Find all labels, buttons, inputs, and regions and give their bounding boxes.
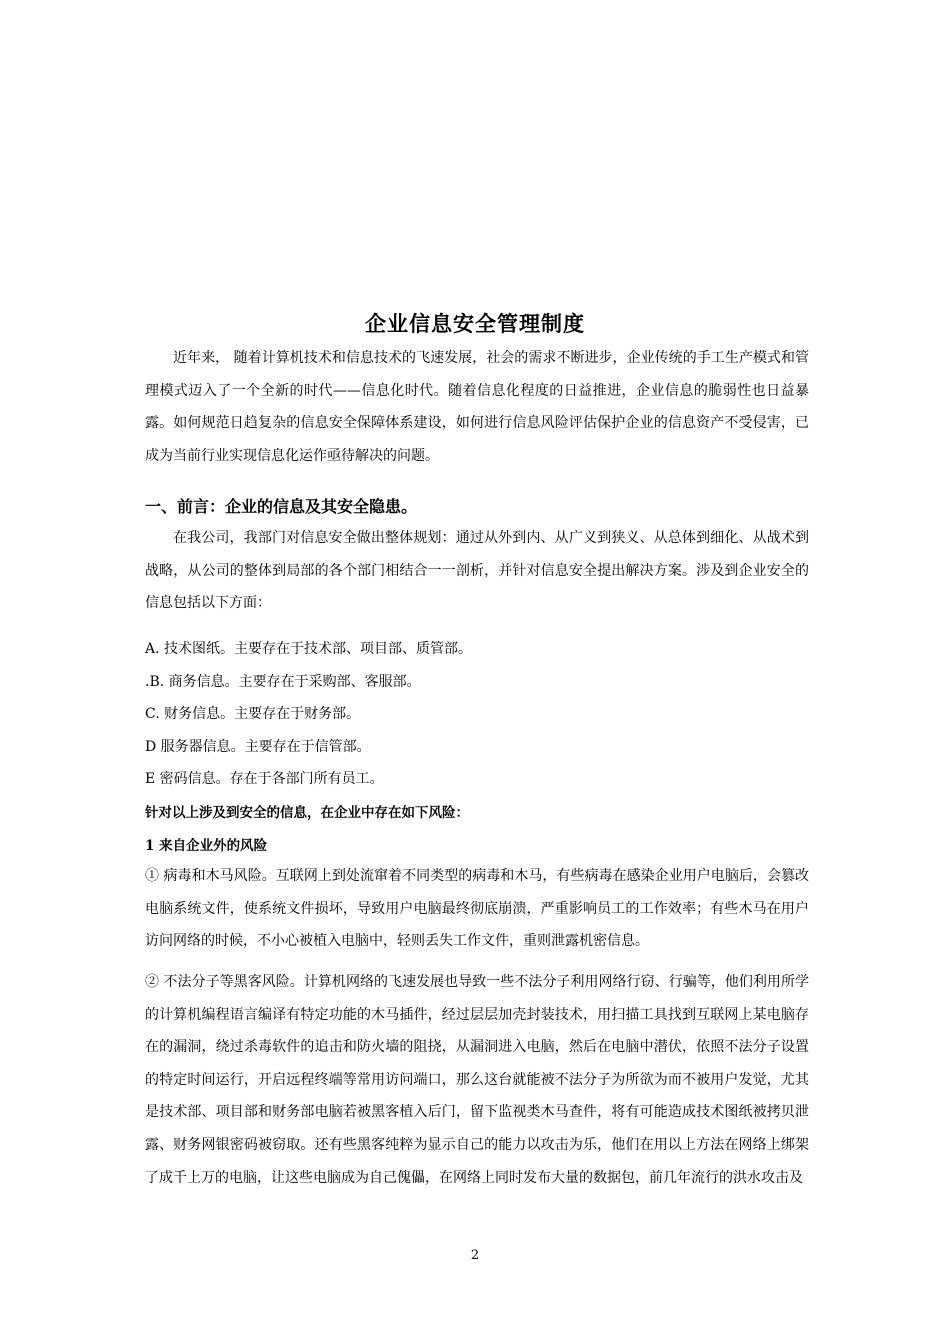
list-item: A. 技术图纸。主要存在于技术部、项目部、质管部。: [145, 641, 473, 657]
page-number: 2: [470, 1248, 480, 1263]
section-heading: 一、前言：企业的信息及其安全隐患。: [145, 497, 418, 516]
risk-intro: 针对以上涉及到安全的信息，在企业中存在如下风险：: [145, 805, 469, 821]
list-item: D 服务器信息。主要存在于信管部。: [145, 739, 371, 755]
list-item: E 密码信息。存在于各部门所有员工。: [145, 771, 384, 787]
list-item: C. 财务信息。主要存在于财务部。: [145, 706, 361, 722]
document-title: 企业信息安全管理制度: [365, 312, 585, 336]
intro-paragraph: 近年来， 随着计算机技术和信息技术的飞速发展，社会的需求不断进步，企业传统的手工生产模式和管理模式迈入了一个全新的时代——信息化时代。随着信息化程度的日益推进，企业信息的脆弱性也日益暴露。如何规范日趋复杂的信息安全保障体系建设，如何进行信息风险评估保护企业的信息资产不受侵害，已成为当前行业实现信息化运作亟待解决的问题。: [145, 350, 809, 464]
risk-item-virus: ① 病毒和木马风险。互联网上到处流窜着不同类型的病毒和木马，有些病毒在感染企业用户电脑后，会篡改电脑系统文件，使系统文件损坏，导致用户电脑最终彻底崩溃，严重影响员工的工作效率；有些木马在用户访问网络的时候，不小心被植入电脑中，轻则丢失工作文件，重则泄露机密信息。: [145, 868, 809, 950]
risk-item-hacker: ② 不法分子等黑客风险。计算机网络的飞速发展也导致一些不法分子利用网络行窃、行骗等，他们利用所学的计算机编程语言编译有特定功能的木马插件，经过层层加壳封装技术，用扫描工具找到互联网上某电脑存在的漏洞，绕过杀毒软件的追击和防火墙的阻挠，从漏洞进入电脑，然后在电脑中潜伏，依照不法分子设置的特定时间运行，开启远程终端等常用访问端口，那么这台就能被不法分子为所欲为而不被用户发觉，尤其是技术部、项目部和财务部电脑若被黑客植入后门，留下监视类木马查件，将有可能造成技术图纸被拷贝泄露、财务网银密码被窃取。还有些黑客纯粹为显示自己的能力以攻击为乐，他们在用以上方法在网络上绑架了成千上万的电脑，让这些电脑成为自己傀儡，在网络上同时发布大量的数据包，前几年流行的洪水攻击及: [145, 974, 809, 1186]
section-paragraph: 在我公司，我部门对信息安全做出整体规划：通过从外到内、从广义到狭义、从总体到细化、从战术到战略，从公司的整体到局部的各个部门相结合一一剖析，并针对信息安全提出解决方案。涉及到企业安全的信息包括以下方面：: [145, 530, 809, 612]
list-item: .B. 商务信息。主要存在于采购部、客服部。: [145, 674, 421, 690]
risk-heading: 1 来自企业外的风险: [145, 838, 268, 854]
